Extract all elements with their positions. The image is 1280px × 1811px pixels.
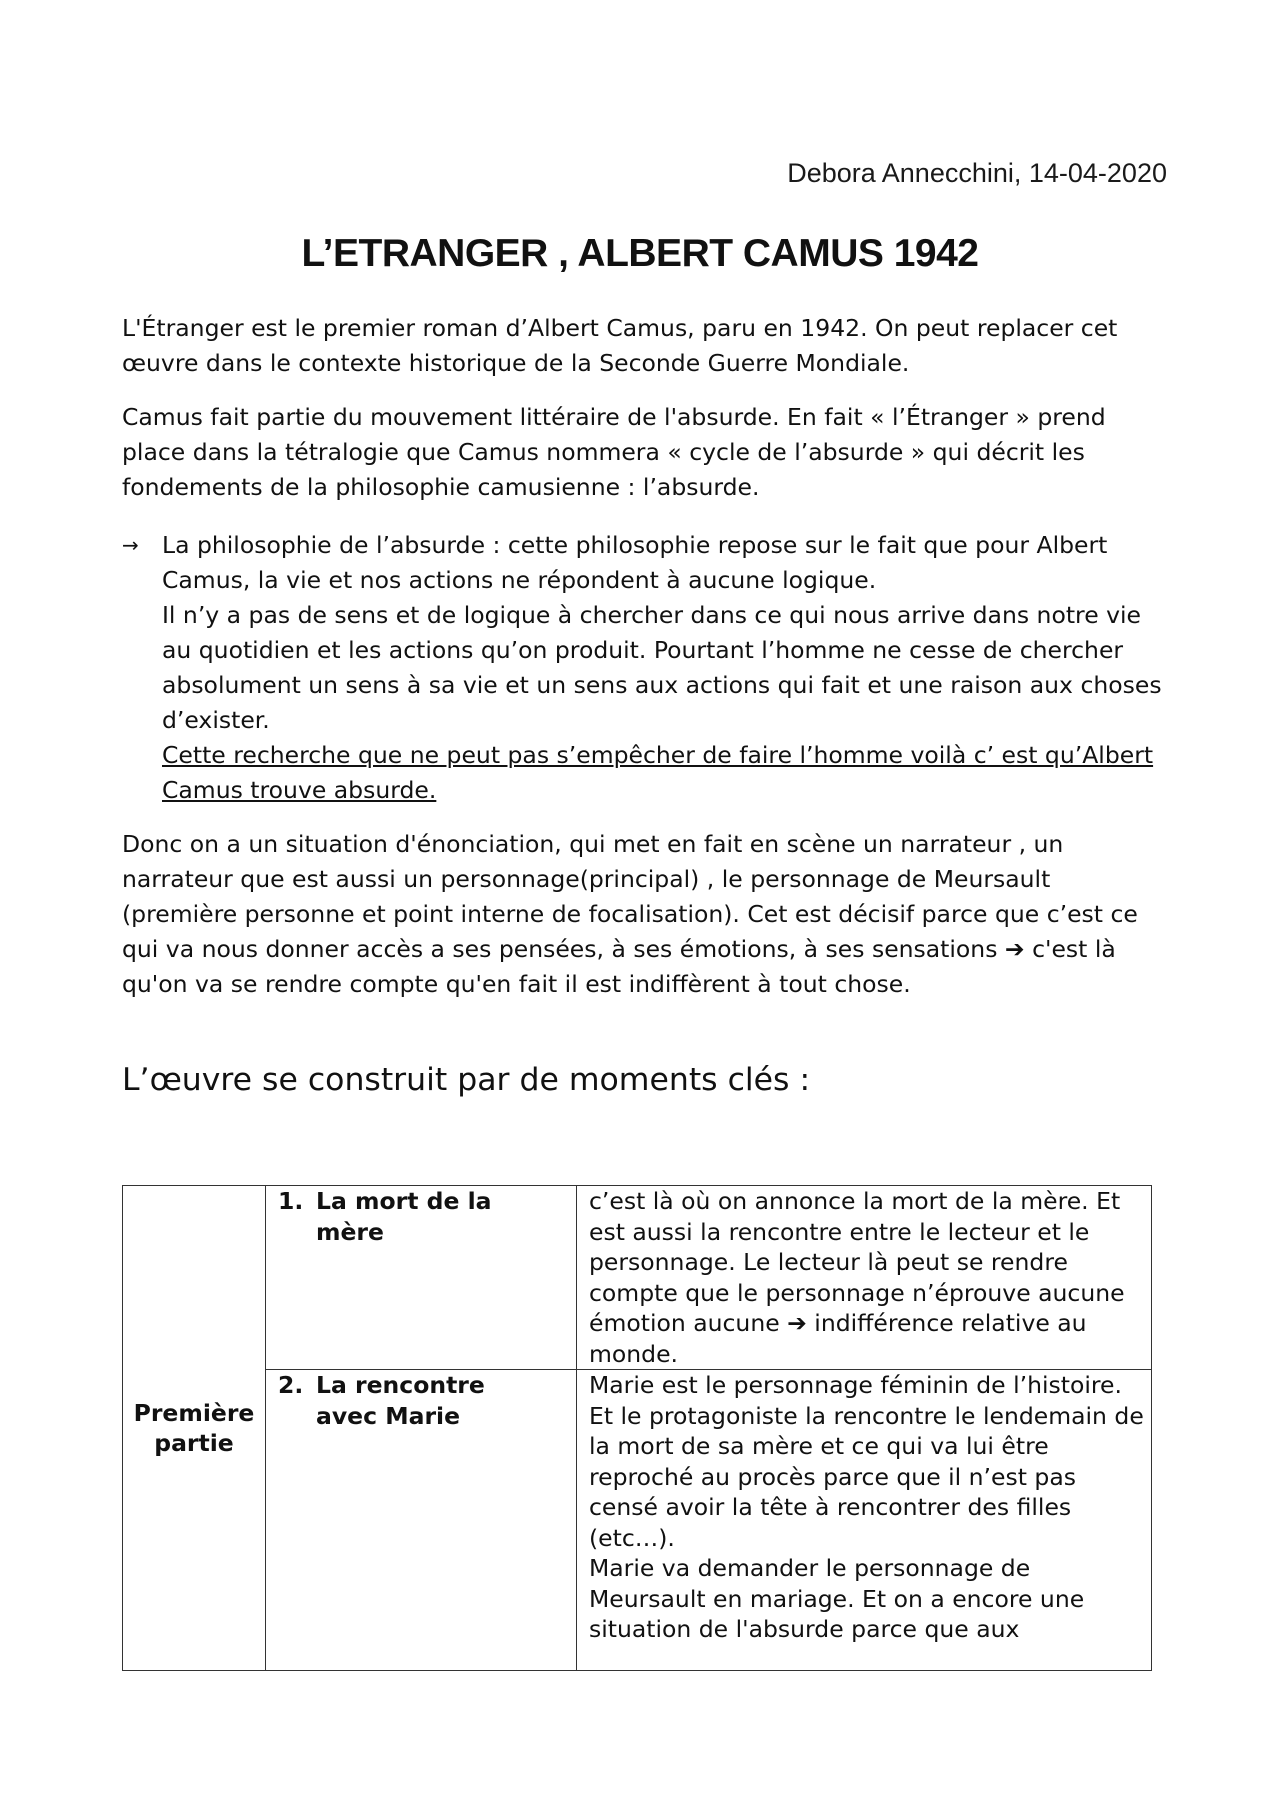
intro-paragraph: L'Étranger est le premier roman d’Albert Camus, paru en 1942. On peut replacer cet œuvre dans le contexte historique de la Seconde Guerre Mondiale. — [122, 314, 1118, 377]
moment-number: 2. — [278, 1371, 304, 1399]
absurd-paragraph: Camus fait partie du mouvement littéraire de l'absurde. En fait « l’Étranger » prend place dans la tétralogie que Camus nommera « cycle de l’absurde » qui décrit les fondements de la philosophie camusienne : l’absurde. — [122, 403, 1106, 501]
key-moments-table — [122, 1185, 1152, 1671]
moment-cell — [266, 1186, 577, 1370]
section-heading: L’œuvre se construit par de moments clés : — [122, 1062, 811, 1098]
moment-title: La mort de la mère — [316, 1187, 492, 1246]
page-title: L’ETRANGER , ALBERT CAMUS 1942 — [301, 232, 979, 275]
moment-cell — [266, 1370, 577, 1671]
table-row — [123, 1186, 1152, 1370]
moment-number: 1. — [278, 1187, 304, 1215]
bullet-underlined-text: Cette recherche que ne peut pas s’empêcher de faire l’homme voilà c’ est qu’Albert Camus trouve absurde. — [162, 741, 1154, 804]
moment-title: La rencontre avec Marie — [316, 1371, 485, 1430]
part-label-cell: Première partie — [123, 1186, 266, 1671]
arrow-bullet-icon: → — [122, 533, 139, 557]
description-line: Et le protagoniste la rencontre le lendemain de la mort de sa mère et ce qui va lui être reproché au procès parce que il n’est pas censé avoir la tête à rencontrer des filles (etc…). — [589, 1401, 1144, 1552]
bullet-item — [122, 528, 1172, 808]
description-cell — [577, 1370, 1152, 1671]
narration-paragraph: Donc on a un situation d'énonciation, qui met en fait en scène un narrateur , un narrateur que est aussi un personnage(principal) , le personnage de Meursault (première personne et point interne de focalisation). Cet est décisif parce que c’est ce qui va nous donner accès a ses pensées, à ses émotions, à ses sensations ➔ c'est là qu'on va se rendre compte qu'en fait il est indiffèrent à tout chose. — [122, 830, 1138, 998]
description-line: Marie va demander le personnage de Meursault en mariage. Et on a encore une situation de l'absurde parce que aux — [589, 1554, 1085, 1643]
description-cell: c’est là où on annonce la mort de la mère. Et est aussi la rencontre entre le lecteur et le personnage. Le lecteur là peut se rendre compte que le personnage n’éprouve aucune émotion aucune ➔ indifférence relative au monde. — [577, 1186, 1152, 1370]
description-line: Marie est le personnage féminin de l’histoire. — [589, 1371, 1122, 1399]
author-date: Debora Annecchini, 14-04-2020 — [787, 158, 1167, 188]
bullet-text-continued: Il n’y a pas de sens et de logique à chercher dans ce qui nous arrive dans notre vie au quotidien et les actions qu’on produit. Pourtant l’homme ne cesse de chercher absolument un sens à sa vie et un sens aux actions qui fait et une raison aux choses d’exister. — [162, 601, 1162, 734]
bullet-text: La philosophie de l’absurde : cette philosophie repose sur le fait que pour Albert Camus, la vie et nos actions ne répondent à aucune logique. — [162, 531, 1108, 594]
table-row — [123, 1370, 1152, 1671]
